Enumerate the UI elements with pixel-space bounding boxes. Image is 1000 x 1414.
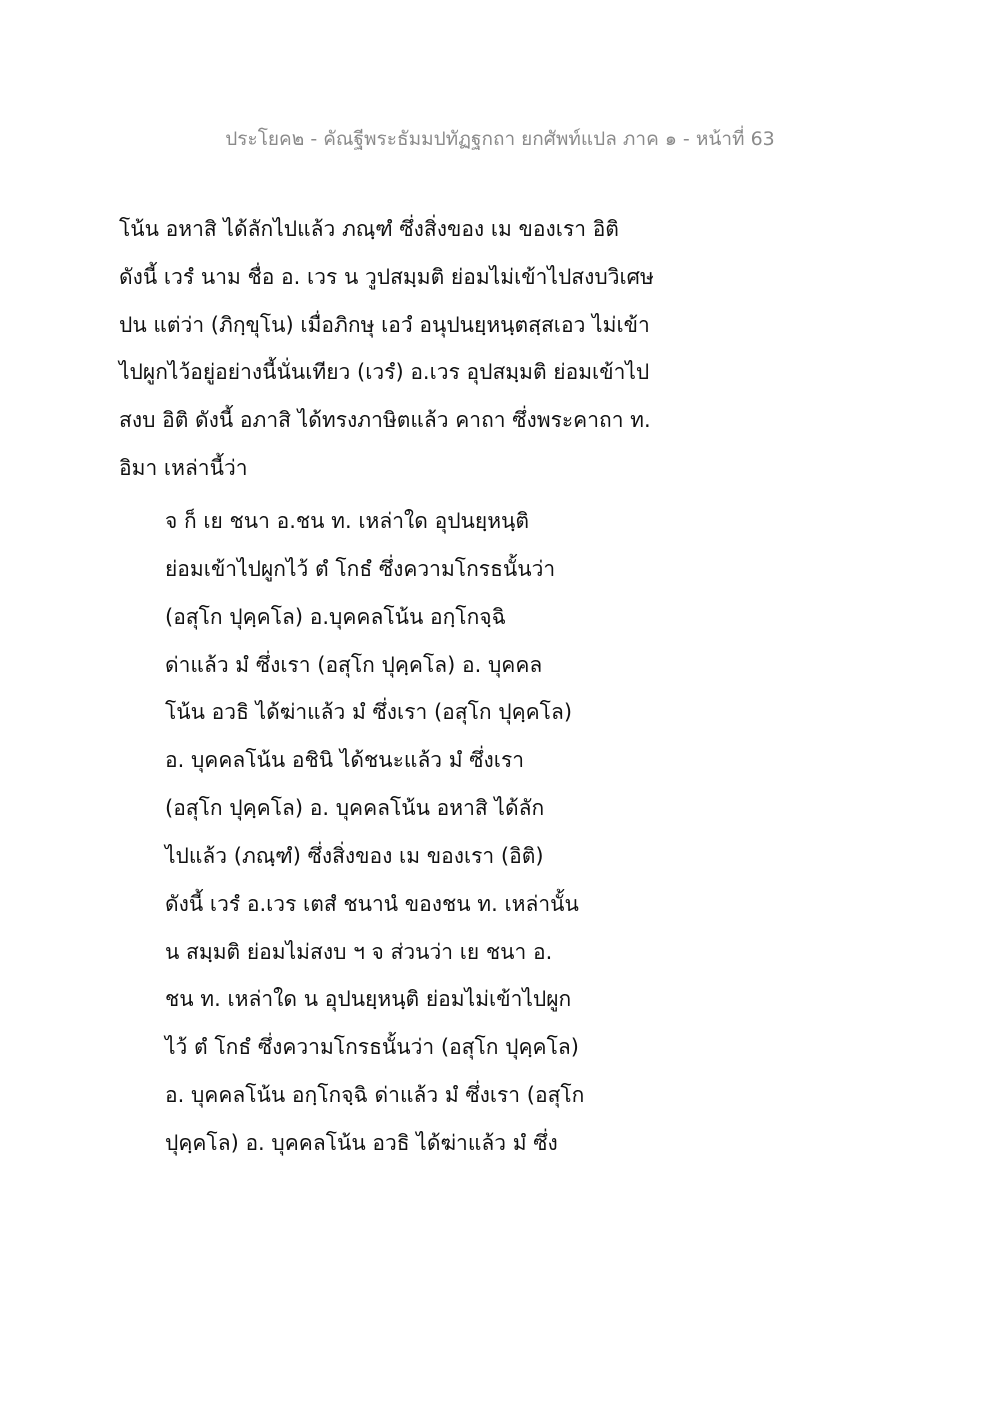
paragraph-line: สงบ อิติ ดังนี้ อภาสิ ได้ทรงภาษิตแล้ว คาถา ซึ่งพระคาถา ท. <box>119 408 651 433</box>
paragraph <box>119 212 679 499</box>
paragraph-line: อิมา เหล่านี้ว่า <box>119 455 248 480</box>
paragraph-line: ปน แต่ว่า (ภิกฺขุโน) เมื่อภิกษุ เอวํ อนุปนยฺหนฺตสฺสเอว ไม่เข้า <box>119 312 650 337</box>
verse-line: ไว้ ตํ โกธํ ซึ่งความโกรธนั้นว่า (อสุโก ปุคฺคโล) <box>165 1035 579 1060</box>
verse-line: ไปแล้ว (ภณฺฑํ) ซึ่งสิ่งของ เม ของเรา (อิติ) <box>165 843 544 868</box>
verse-block <box>165 504 605 1174</box>
paragraph-line: ดังนี้ เวรํ นาม ชื่อ อ. เวร น วูปสมฺมติ ย่อมไม่เข้าไปสงบวิเศษ <box>119 264 654 289</box>
verse-line: ด่าแล้ว มํ ซึ่งเรา (อสุโก ปุคฺคโล) อ. บุคคล <box>165 652 543 677</box>
verse-line: อ. บุคคลโน้น อกฺโกจฺฉิ ด่าแล้ว มํ ซึ่งเรา (อสุโก <box>165 1083 585 1108</box>
verse-line: จ ก็ เย ชนา อ.ชน ท. เหล่าใด อุปนยฺหนฺติ <box>165 509 530 533</box>
verse-line: ดังนี้ เวรํ อ.เวร เตสํ ชนานํ ของชน ท. เหล่านั้น <box>165 891 579 916</box>
paragraph-line: โน้น อหาสิ ได้ลักไปแล้ว ภณฺฑํ ซึ่งสิ่งของ เม ของเรา อิติ <box>119 217 619 241</box>
paragraph-line: ไปผูกไว้อยู่อย่างนี้นั่นเทียว (เวรํ) อ.เวร อุปสมฺมติ ย่อมเข้าไป <box>119 360 650 385</box>
verse-line: (อสุโก ปุคฺคโล) อ. บุคคลโน้น อหาสิ ได้ลัก <box>165 796 545 821</box>
verse-line: โน้น อวธิ ได้ฆ่าแล้ว มํ ซึ่งเรา (อสุโก ปุคฺคโล) <box>165 700 573 725</box>
verse-line: ย่อมเข้าไปผูกไว้ ตํ โกธํ ซึ่งความโกรธนั้นว่า <box>165 556 556 581</box>
verse-line: น สมฺมติ ย่อมไม่สงบ ฯ จ ส่วนว่า เย ชนา อ. <box>165 939 553 964</box>
running-header: ประโยค๒ - คัณฐีพระธัมมปทัฏฐกถา ยกศัพท์แปล ภาค ๑ - หน้าที่ 63 <box>225 128 775 150</box>
verse-line: ปุคฺคโล) อ. บุคคลโน้น อวธิ ได้ฆ่าแล้ว มํ ซึ่ง <box>165 1130 558 1155</box>
verse-line: อ. บุคคลโน้น อชินิ ได้ชนะแล้ว มํ ซึ่งเรา <box>165 748 525 773</box>
verse-line: ชน ท. เหล่าใด น อุปนยฺหนฺติ ย่อมไม่เข้าไปผูก <box>165 987 572 1012</box>
verse-line: (อสุโก ปุคฺคโล) อ.บุคคลโน้น อกฺโกจฺฉิ <box>165 604 506 629</box>
